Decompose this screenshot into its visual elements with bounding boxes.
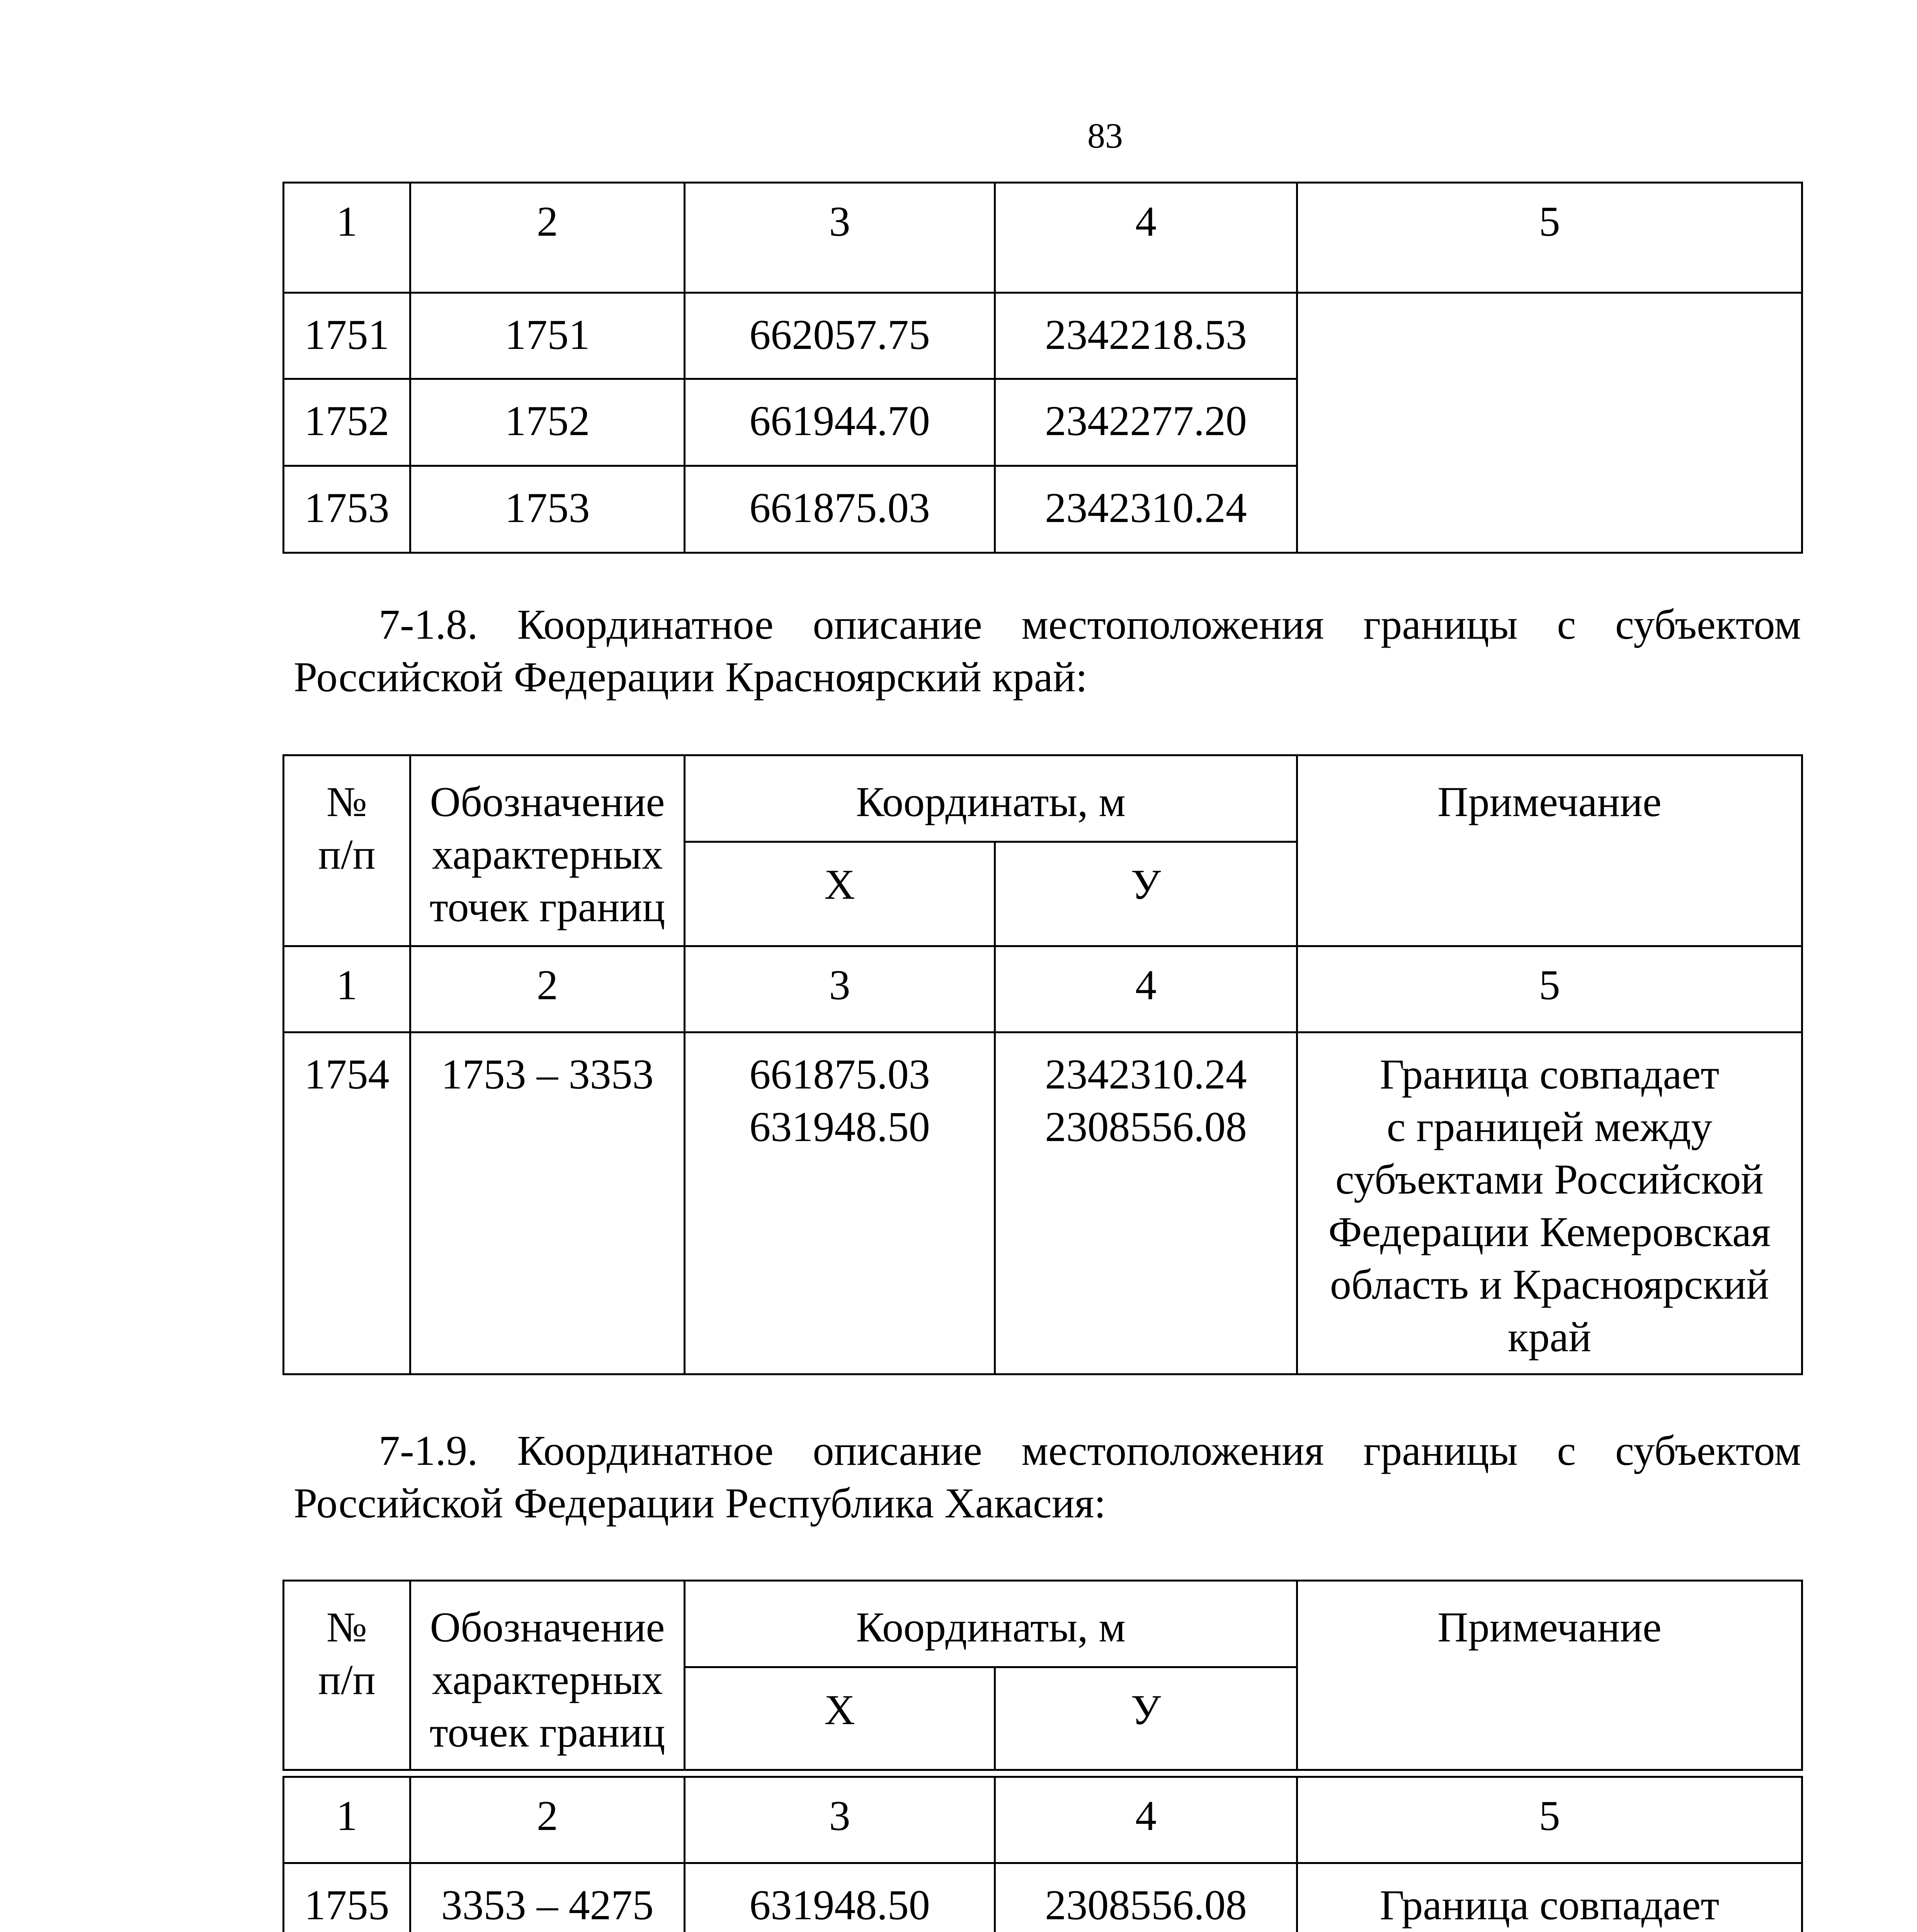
column-numbers-row <box>284 1777 1802 1863</box>
row-number: 1754 <box>284 1032 410 1374</box>
header-x: Х <box>685 842 995 946</box>
khakassia-boundary-table-body <box>282 1776 1803 1932</box>
coordinate-y: 2342310.24 2308556.08 <box>995 1032 1297 1374</box>
table-row <box>284 1863 1802 1932</box>
khakassia-boundary-table-header <box>282 1580 1803 1771</box>
column-number: 2 <box>410 183 685 293</box>
header-row-number: № п/п <box>284 755 410 946</box>
krasnoyarsk-boundary-table <box>282 754 1803 1375</box>
point-designation: 1752 <box>410 379 685 466</box>
coordinate-x: 631948.50 <box>685 1863 995 1932</box>
column-number: 4 <box>995 1777 1297 1863</box>
header-point-designation: Обозначение характерных точек границ <box>410 755 685 946</box>
page-number: 83 <box>1087 116 1123 155</box>
section-heading-7-1-8: 7-1.8. Координатное описание местоположения границы с субъектом Российской Федерации Красноярский край: <box>294 601 1801 701</box>
column-number: 3 <box>685 1777 995 1863</box>
column-number: 3 <box>685 183 995 293</box>
header-x: Х <box>685 1667 995 1770</box>
coordinate-x: 661875.03 631948.50 <box>685 1032 995 1374</box>
coordinate-x: 661944.70 <box>685 379 995 466</box>
note-text: Граница совпадает с границей между субъектами Российской Федерации Кемеровская область и Красноярский край <box>1297 1032 1802 1374</box>
header-row-number: № п/п <box>284 1581 410 1770</box>
header-row <box>284 755 1802 842</box>
point-designation: 1753 <box>410 466 685 553</box>
column-number: 1 <box>284 1777 410 1863</box>
column-numbers-row <box>284 946 1802 1032</box>
point-designation: 1753 – 3353 <box>410 1032 685 1374</box>
coordinate-y: 2342310.24 <box>995 466 1297 553</box>
header-coordinates: Координаты, м <box>685 1581 1297 1667</box>
header-coordinates: Координаты, м <box>685 755 1297 842</box>
column-number: 1 <box>284 946 410 1032</box>
row-number: 1751 <box>284 293 410 379</box>
header-y: У <box>995 1667 1297 1770</box>
coordinate-y: 2308556.08 <box>995 1863 1297 1932</box>
coordinate-y: 2342277.20 <box>995 379 1297 466</box>
coordinate-x: 661875.03 <box>685 466 995 553</box>
column-number: 4 <box>995 183 1297 293</box>
header-row <box>284 1581 1802 1667</box>
continuation-table <box>282 182 1803 554</box>
row-number: 1753 <box>284 466 410 553</box>
column-number: 5 <box>1297 1777 1802 1863</box>
row-number: 1755 <box>284 1863 410 1932</box>
column-number: 4 <box>995 946 1297 1032</box>
header-note: Примечание <box>1297 755 1802 946</box>
header-note: Примечание <box>1297 1581 1802 1770</box>
coordinate-x: 662057.75 <box>685 293 995 379</box>
header-point-designation: Обозначение характерных точек границ <box>410 1581 685 1770</box>
column-number: 2 <box>410 1777 685 1863</box>
coordinate-y: 2342218.53 <box>995 293 1297 379</box>
section-heading-7-1-9: 7-1.9. Координатное описание местоположения границы с субъектом Российской Федерации Республика Хакасия: <box>294 1427 1801 1527</box>
column-number: 5 <box>1297 946 1802 1032</box>
header-y: У <box>995 842 1297 946</box>
column-number: 1 <box>284 183 410 293</box>
table-row <box>284 1032 1802 1374</box>
point-designation: 1751 <box>410 293 685 379</box>
column-numbers-row <box>284 183 1802 293</box>
column-number: 5 <box>1297 183 1802 293</box>
row-number: 1752 <box>284 379 410 466</box>
column-number: 2 <box>410 946 685 1032</box>
point-designation: 3353 – 4275 <box>410 1863 685 1932</box>
note-cell <box>1297 293 1802 553</box>
table-row <box>284 293 1802 379</box>
note-text: Граница совпадает <box>1297 1863 1802 1932</box>
column-number: 3 <box>685 946 995 1032</box>
